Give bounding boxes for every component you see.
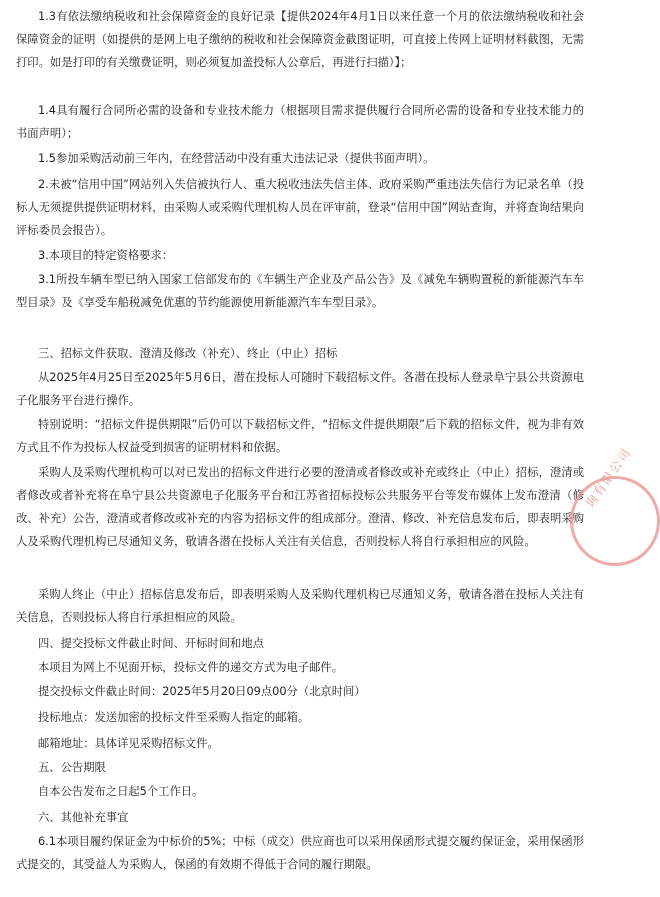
seal-text: 询有限公司 [582, 444, 635, 511]
paragraph-clarification: 采购人及采购代理机构可以对已发出的招标文件进行必要的澄清或者修改或补充或终止（中止）招标，澄清或者修改或者补充将在阜宁县公共资源电子化服务平台和江苏省招标投标公共服务平台等发布媒体上发布澄清（修改、补充）公告，澄清或者修改或补充的内容为招标文件的组成部分。澄清、修改、补充信息发布后，即表明采购人及采购代理机构已尽通知义务，敬请各潜在投标人关注有关信息，否则投标人将自行承担相应的风险。 [16, 466, 584, 548]
paragraph-no-violation: 1.5参加采购活动前三年内，在经营活动中没有重大违法记录（提供书面声明）。 [38, 152, 435, 165]
paragraph-bid-location: 投标地点：发送加密的投标文件至采购人指定的邮箱。 [38, 711, 310, 724]
paragraph-download-period: 从2025年4月25日至2025年5月6日，潜在投标人可随时下载招标文件。各潜在投标人登录阜宁县公共资源电子化服务平台进行操作。 [16, 371, 584, 407]
paragraph-specific-qual: 3.本项目的特定资格要求： [38, 249, 174, 262]
heading-section-5: 五、公告期限 [38, 761, 106, 774]
paragraph-performance-bond: 6.1本项目履约保证金为中标价的5%；中标（成交）供应商也可以采用保函形式提交履约保证金，采用保函形式提交的，其受益人为采购人，保函的有效期不得低于合同的履行期限。 [16, 835, 584, 871]
paragraph-online-opening: 本项目为网上不见面开标，投标文件的递交方式为电子邮件。 [38, 661, 344, 674]
heading-section-4: 四、提交投标文件截止时间、开标时间和地点 [38, 637, 264, 650]
paragraph-special-note: 特别说明：“招标文件提供期限”后仍可以下载招标文件，“招标文件提供期限”后下载的招标文件，视为非有效方式且不作为投标人权益受到损害的证明材料和依据。 [16, 418, 584, 454]
paragraph-credit-china: 2.未被“信用中国”网站列入失信被执行人、重大税收违法失信主体、政府采购严重违法失信行为记录名单（投标人无须提供提供证明材料，由采购人或采购代理机构人员在评审前，登录“信用中国”网站查询，并将查询结果向评标委员会报告）。 [16, 178, 584, 237]
paragraph-mailbox: 邮箱地址：具体详见采购招标文件。 [38, 737, 219, 750]
paragraph-tax-record: 1.3有依法缴纳税收和社会保障资金的良好记录【提供2024年4月1日以来任意一个月的依法缴纳税收和社会保障资金的证明（如提供的是网上电子缴纳的税收和社会保障资金截图证明，可直接上传网上证明材料截图，无需打印。如是打印的有关缴费证明，则必须复加盖投标人公章后，再进行扫描）】； [16, 10, 584, 69]
paragraph-deadline: 提交投标文件截止时间：2025年5月20日09点00分（北京时间） [38, 685, 366, 698]
paragraph-vehicle-catalog: 3.1所投车辆车型已纳入国家工信部发布的《车辆生产企业及产品公告》及《减免车辆购置税的新能源汽车车型目录》及《享受车船税减免优惠的节约能源使用新能源汽车车型目录》。 [16, 273, 584, 309]
paragraph-notice-period: 自本公告发布之日起5个工作日。 [38, 785, 204, 798]
heading-section-3: 三、招标文件获取、澄清及修改（补充）、终止（中止）招标 [38, 347, 338, 360]
company-seal-stamp [570, 444, 660, 566]
paragraph-equipment: 1.4具有履行合同所必需的设备和专业技术能力（根据项目需求提供履行合同所必需的设备和专业技术能力的书面声明）； [16, 104, 584, 140]
paragraph-termination: 采购人终止（中止）招标信息发布后，即表明采购人及采购代理机构已尽通知义务，敬请各潜在投标人关注有关信息，否则投标人将自行承担相应的风险。 [16, 588, 584, 624]
heading-section-6: 六、其他补充事宜 [38, 811, 129, 824]
